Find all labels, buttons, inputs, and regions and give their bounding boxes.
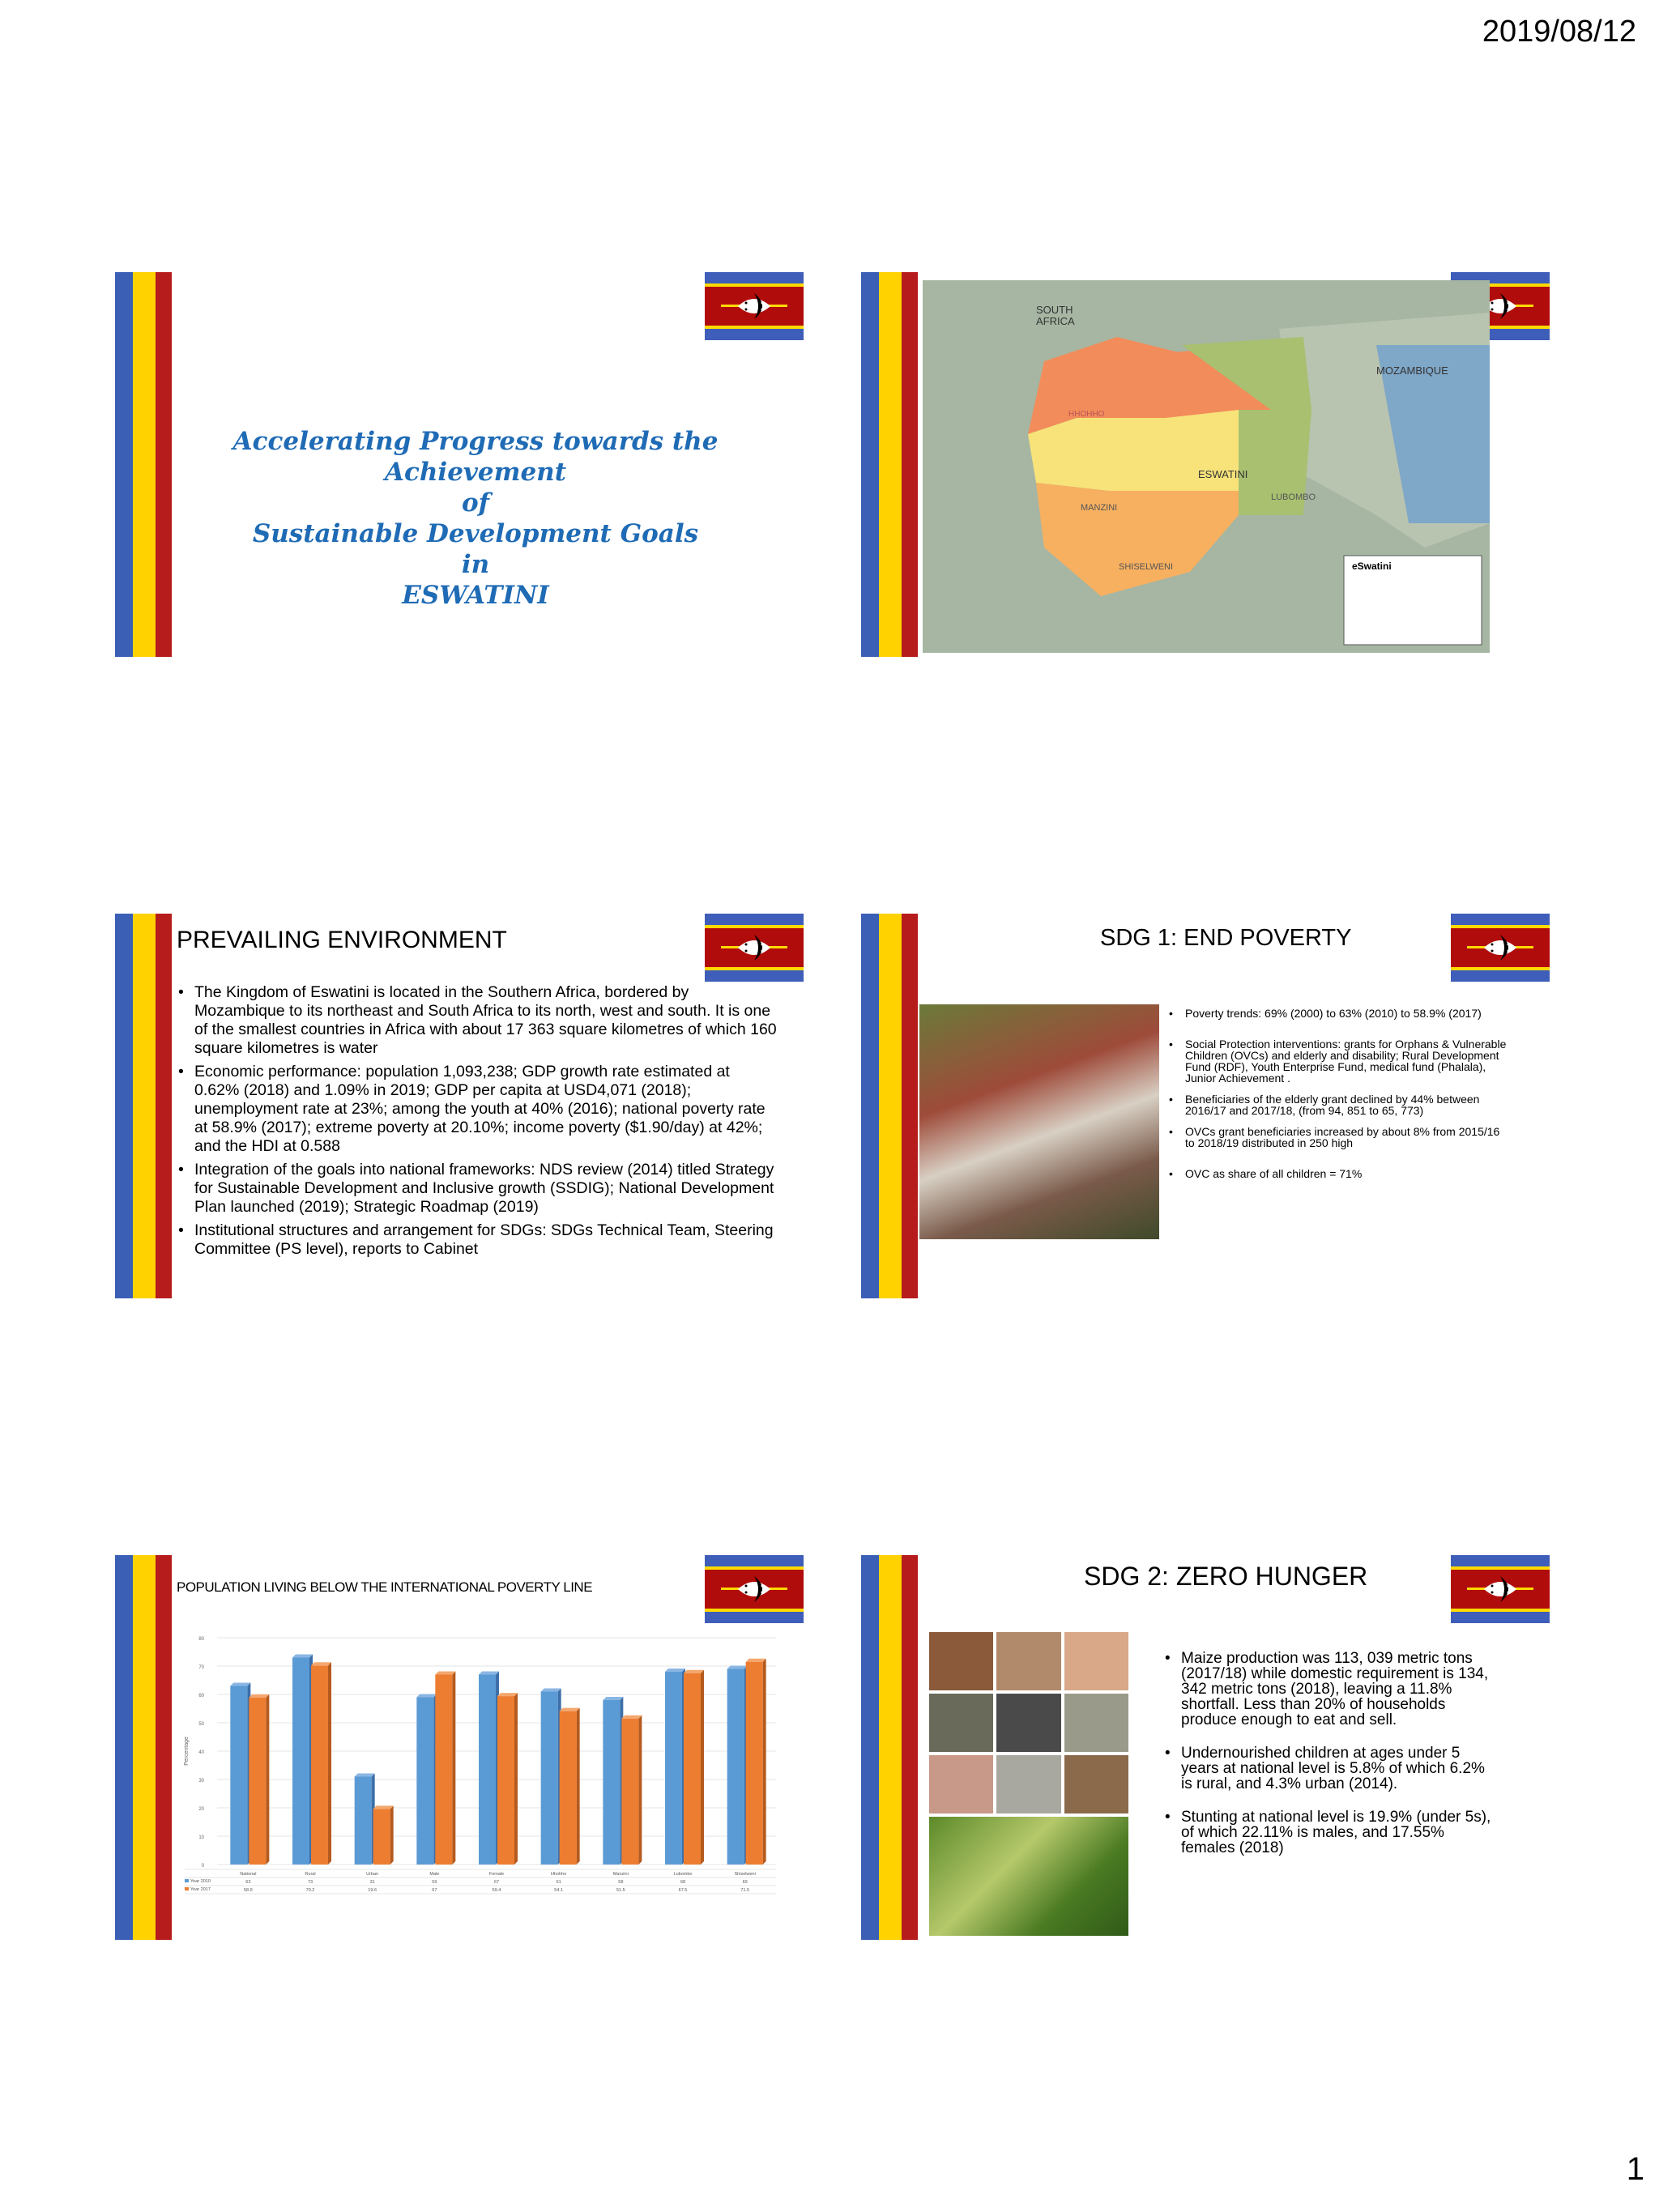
slide-sdg2 — [861, 1555, 1550, 1940]
bar-year-2017 — [311, 1665, 328, 1865]
slide-stripes — [115, 914, 172, 1298]
bar-top — [497, 1693, 518, 1696]
slide-poverty-chart — [115, 1555, 804, 1940]
chicken-photo — [929, 1632, 993, 1690]
data-table-value: 67 — [432, 1888, 437, 1893]
presentation-title — [196, 426, 755, 611]
livestock-photo — [996, 1632, 1060, 1690]
bar-year-2010 — [355, 1777, 372, 1865]
map-label-manzini: MANZINI — [1081, 503, 1118, 513]
bar-top — [292, 1655, 313, 1658]
map-label-shiselweni: SHISELWENI — [1119, 562, 1174, 572]
data-table-value: 51.5 — [616, 1888, 625, 1893]
map-label-mozambique: MOZAMBIQUE — [1376, 364, 1448, 377]
bar-top — [311, 1662, 331, 1665]
page-number: 1 — [1626, 2151, 1644, 2187]
bullet-item: • Economic performance: population 1,093,238; GDP growth rate estimated at 0.62% (2018) and 1.09% in 2019; GDP per capita at USD4,071 (2018); unemployment rate at 23%; among the youth at 40% (2016); national poverty rate at 58.9% (2017); extreme poverty at 20.10%; income poverty ($1.90/day) at 42%; and the HDI at 0.588 — [178, 1063, 778, 1156]
bar-top — [603, 1697, 623, 1700]
slide-stripes — [861, 914, 918, 1298]
data-table-value: 69 — [742, 1880, 748, 1885]
slide-sdg1 — [861, 914, 1550, 1298]
agriculture-photo-collage — [929, 1632, 1128, 1936]
data-table-value: 54.1 — [554, 1888, 564, 1893]
ducks-photo — [1064, 1694, 1128, 1752]
map-label-hhohho: HHOHHO — [1068, 410, 1105, 419]
y-tick-label: 30 — [198, 1779, 204, 1784]
bar-side — [763, 1659, 766, 1865]
bar-side — [577, 1708, 580, 1865]
category-label: Lubombo — [673, 1872, 693, 1877]
y-axis-label: Percentage — [184, 1737, 190, 1766]
slide-stripes — [861, 272, 918, 657]
title-line: Sustainable Development Goals — [252, 519, 699, 548]
bar-year-2010 — [479, 1675, 496, 1865]
bar-top — [249, 1694, 269, 1698]
bar-side — [328, 1662, 331, 1865]
category-label: Shiselweni — [734, 1872, 756, 1877]
bullet-item: • OVC as share of all children = 71% — [1169, 1168, 1509, 1179]
title-line: ESWATINI — [402, 581, 549, 610]
bullet-item: • Integration of the goals into national frameworks: NDS review (2014) titled Strategy for Sustainable Development and Inclusive growth (SSDIG); National Development Plan launched (2019); Strategic Roadmap (2019) — [178, 1161, 778, 1217]
bullet-list — [1169, 1008, 1509, 1179]
y-tick-label: 60 — [198, 1694, 204, 1698]
bullet-item: • Institutional structures and arrangement for SDGs: SDGs Technical Team, Steering Committee (PS level), reports to Cabinet — [178, 1221, 778, 1259]
bar-top — [416, 1694, 437, 1698]
slide-stripes — [115, 1555, 172, 1940]
data-table-value: 67 — [493, 1880, 500, 1885]
pigs-photo — [1064, 1632, 1128, 1690]
bar-year-2017 — [497, 1696, 514, 1865]
bullet-item: • Maize production was 113, 039 metric tons (2017/18) while domestic requirement is 134, 342 metric tons (2018), leaving a 11.8% shortfall. Less than 20% of households produce enough to eat and sell. — [1165, 1651, 1497, 1728]
data-table-value: 31 — [369, 1880, 375, 1885]
bullet-item: • Poverty trends: 69% (2000) to 63% (2010) to 58.9% (2017) — [1169, 1008, 1509, 1019]
sheep-photo — [996, 1694, 1060, 1752]
chart-title: POPULATION LIVING BELOW THE INTERNATIONAL POVERTY LINE — [177, 1579, 593, 1595]
bullet-item: • Social Protection interventions: grants for Orphans & Vulnerable Children (OVCs) and elderly and disability; Rural Development Fund (RDF), Youth Enterprise Fund, medical fund (Phalala), Junior Achievement . — [1169, 1038, 1509, 1084]
legend-label: Year 2017 — [190, 1887, 211, 1892]
y-tick-label: 80 — [198, 1637, 204, 1642]
flock-photo — [996, 1755, 1060, 1813]
slide-prevailing-environment — [115, 914, 804, 1298]
eswatini-map — [923, 280, 1490, 653]
bar-year-2017 — [249, 1698, 266, 1865]
bar-top — [435, 1672, 455, 1675]
eswatini-flag-icon — [1451, 914, 1550, 982]
bar-top — [746, 1659, 766, 1662]
bar-year-2017 — [435, 1675, 452, 1865]
maize-photo — [929, 1817, 1128, 1936]
bar-year-2017 — [684, 1673, 701, 1865]
bar-year-2010 — [541, 1692, 558, 1865]
title-line: of — [461, 488, 489, 518]
category-label: Male — [429, 1872, 440, 1877]
bar-top — [621, 1715, 642, 1719]
y-tick-label: 0 — [201, 1864, 204, 1869]
slide-stripes — [861, 1555, 918, 1940]
data-table-value: 58 — [618, 1880, 624, 1885]
print-date: 2019/08/12 — [1482, 15, 1636, 49]
ceremony-photo — [919, 1004, 1159, 1239]
bar-side — [266, 1694, 269, 1865]
map-label-south-africa: SOUTH AFRICA — [1036, 304, 1075, 327]
bar-year-2017 — [560, 1711, 577, 1865]
bar-top — [684, 1670, 704, 1673]
category-label: Hhohho — [551, 1872, 567, 1877]
slide-stripes — [115, 272, 172, 657]
category-label: Urban — [366, 1872, 379, 1877]
bullet-item: • Beneficiaries of the elderly grant declined by 44% between 2016/17 and 2017/18, (from 94, 851 to 65, 773) — [1169, 1093, 1509, 1116]
bar-side — [701, 1670, 704, 1865]
eswatini-flag-icon — [705, 272, 804, 340]
eswatini-flag-icon — [1451, 1555, 1550, 1623]
bar-top — [373, 1805, 394, 1809]
legend-swatch — [185, 1879, 189, 1882]
bar-top — [479, 1672, 499, 1675]
data-table-value: 71.5 — [740, 1888, 750, 1893]
category-label: Female — [488, 1872, 505, 1877]
data-table-value: 70.2 — [305, 1888, 315, 1893]
data-table-value: 19.6 — [368, 1888, 377, 1893]
bar-top — [560, 1708, 580, 1711]
y-tick-label: 40 — [198, 1750, 204, 1755]
bar-year-2017 — [621, 1719, 638, 1865]
data-table-value: 68 — [680, 1880, 686, 1885]
slide-map — [861, 272, 1550, 657]
eswatini-flag-icon — [705, 914, 804, 982]
bar-side — [638, 1715, 642, 1865]
data-table-value: 63 — [245, 1880, 251, 1885]
slide-heading: PREVAILING ENVIRONMENT — [177, 927, 507, 953]
bar-year-2017 — [373, 1809, 390, 1865]
bar-top — [541, 1689, 561, 1692]
category-label: Rural — [305, 1872, 316, 1877]
map-graphic — [923, 280, 1490, 653]
bar-year-2010 — [665, 1672, 682, 1865]
map-label-eswatini: ESWATINI — [1198, 468, 1248, 480]
bar-side — [390, 1805, 394, 1865]
bar-year-2017 — [746, 1662, 763, 1865]
slide-heading: SDG 1: END POVERTY — [1100, 925, 1352, 951]
bar-year-2010 — [292, 1658, 309, 1865]
bullet-item: • Undernourished children at ages under 5 years at national level is 5.8% of which 6.2% is rural, and 4.3% urban (2014). — [1165, 1745, 1497, 1792]
eswatini-flag-icon — [705, 1555, 804, 1623]
piglets-photo — [929, 1755, 993, 1813]
bar-top — [355, 1774, 375, 1777]
bar-year-2010 — [727, 1669, 744, 1865]
legend-label: Year 2010 — [190, 1879, 211, 1884]
legend-swatch — [185, 1887, 189, 1890]
bullet-item: • Stunting at national level is 19.9% (under 5s), of which 22.11% is males, and 17.55% females (2018) — [1165, 1809, 1497, 1856]
y-tick-label: 50 — [198, 1722, 204, 1727]
title-line: in — [461, 550, 490, 579]
goats-photo — [929, 1694, 993, 1752]
bullet-list — [1165, 1651, 1497, 1856]
data-table-value: 59 — [432, 1880, 437, 1885]
bar-year-2010 — [230, 1686, 247, 1865]
bar-side — [514, 1693, 518, 1865]
data-table-value: 58.9 — [243, 1888, 253, 1893]
title-line: Accelerating Progress towards the — [232, 427, 719, 456]
slide-title — [115, 272, 804, 657]
y-tick-label: 10 — [198, 1835, 204, 1840]
bar-year-2010 — [416, 1698, 433, 1865]
bullet-item: • The Kingdom of Eswatini is located in the Southern Africa, bordered by Mozambique to its northeast and South Africa to its north, west and south. It is one of the smallest countries in Africa with about 17 363 square kilometres of which 160 square kilometres is water — [178, 983, 778, 1058]
poverty-bar-chart — [177, 1630, 792, 1937]
bar-side — [452, 1672, 455, 1865]
bullet-list — [178, 983, 778, 1259]
data-table-value: 73 — [307, 1880, 313, 1885]
y-tick-label: 70 — [198, 1665, 204, 1670]
rabbit-photo — [1064, 1755, 1128, 1813]
bullet-item: • OVCs grant beneficiaries increased by about 8% from 2015/16 to 2018/19 distributed in 250 high — [1169, 1126, 1509, 1149]
bar-year-2010 — [603, 1700, 620, 1865]
data-table-value: 61 — [556, 1880, 561, 1885]
bar-top — [665, 1669, 685, 1672]
category-label: National — [240, 1872, 257, 1877]
map-label-lubombo: LUBOMBO — [1271, 492, 1316, 502]
y-tick-label: 20 — [198, 1807, 204, 1812]
data-table-value: 67.5 — [678, 1888, 688, 1893]
map-legend-title: eSwatini — [1352, 560, 1392, 572]
bar-top — [230, 1683, 250, 1686]
category-label: Manzini — [612, 1872, 629, 1877]
slide-heading: SDG 2: ZERO HUNGER — [1084, 1562, 1368, 1591]
bar-top — [727, 1666, 748, 1669]
data-table-value: 59.4 — [492, 1888, 501, 1893]
title-line: Achievement — [384, 458, 567, 487]
